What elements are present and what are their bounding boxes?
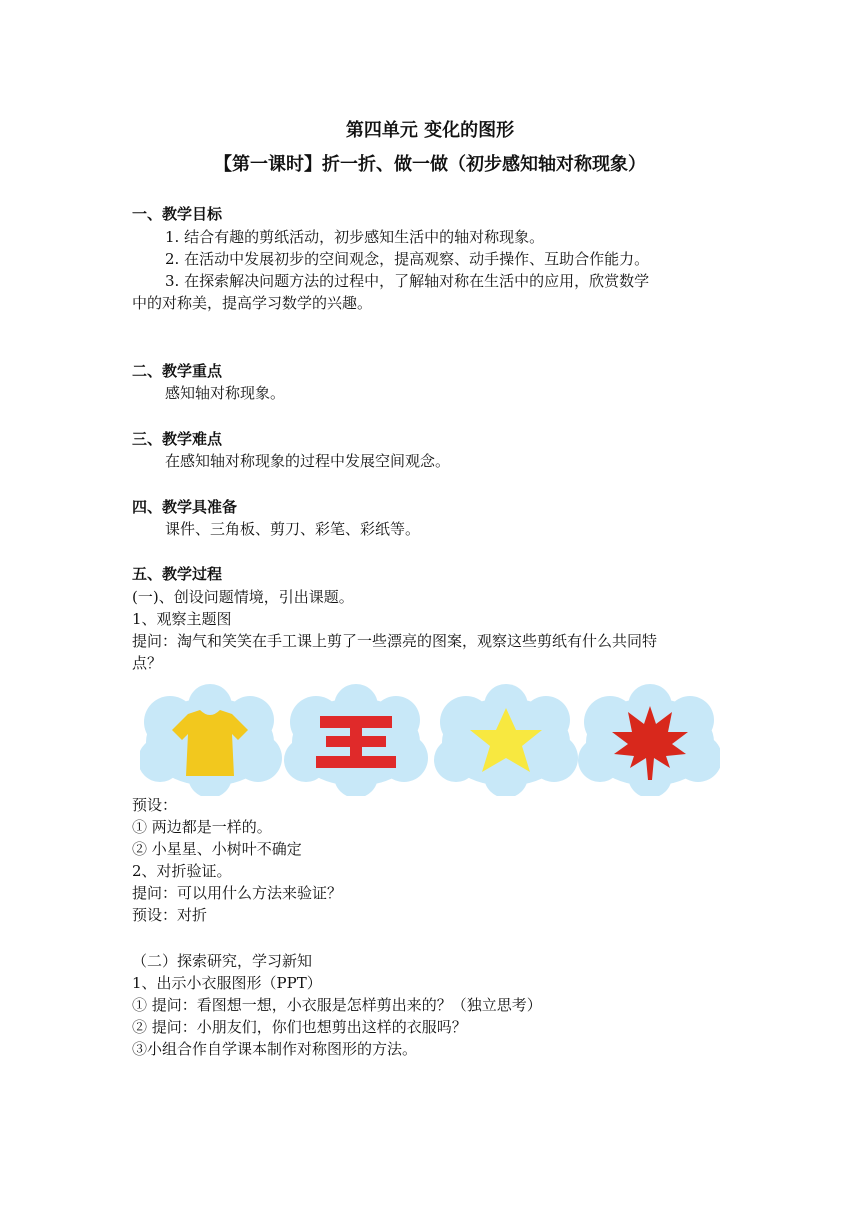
process-line: 提问：可以用什么方法来验证？ <box>132 884 343 902</box>
process-line: 1、出示小衣服图形（PPT） <box>132 974 322 992</box>
process-line: (一)、创设问题情境，引出课题。 <box>132 588 354 606</box>
objective-item: 1. 结合有趣的剪纸活动，初步感知生活中的轴对称现象。 <box>165 228 545 246</box>
document-title: 第四单元 变化的图形 <box>345 120 515 141</box>
process-line: ① 提问：看图想一想，小衣服是怎样剪出来的？（独立思考） <box>132 996 542 1014</box>
difficulties-text: 在感知轴对称现象的过程中发展空间观念。 <box>165 452 451 470</box>
section-heading-objectives: 一、教学目标 <box>132 205 223 223</box>
section-heading-difficulties: 三、教学难点 <box>132 430 223 448</box>
section-heading-process: 五、教学过程 <box>132 565 223 583</box>
key-points-text: 感知轴对称现象。 <box>165 384 286 402</box>
objective-item-continued: 中的对称美，提高学习数学的兴趣。 <box>132 294 373 312</box>
process-line: （二）探索研究，学习新知 <box>132 952 313 970</box>
process-line: 预设： <box>132 796 178 814</box>
paper-cut-figures <box>140 684 720 796</box>
section-heading-key-points: 二、教学重点 <box>132 362 223 380</box>
process-line: ① 两边都是一样的。 <box>132 818 272 836</box>
lesson-subtitle: 【第一课时】折一折、做一做（初步感知轴对称现象） <box>214 154 646 175</box>
process-line: 2、对折验证。 <box>132 862 232 880</box>
process-line: ③小组合作自学课本制作对称图形的方法。 <box>132 1040 418 1058</box>
objective-item: 2. 在活动中发展初步的空间观念，提高观察、动手操作、互助合作能力。 <box>165 250 650 268</box>
materials-text: 课件、三角板、剪刀、彩笔、彩纸等。 <box>165 520 421 538</box>
process-line: 1、观察主题图 <box>132 610 232 628</box>
process-line: 点？ <box>132 654 163 672</box>
process-line: 预设：对折 <box>132 906 208 924</box>
process-line: ② 小星星、小树叶不确定 <box>132 840 302 858</box>
objective-item: 3. 在探索解决问题方法的过程中，了解轴对称在生活中的应用，欣赏数学 <box>165 272 650 290</box>
process-line: ② 提问：小朋友们，你们也想剪出这样的衣服吗？ <box>132 1018 467 1036</box>
wang-character-icon <box>316 716 396 768</box>
section-heading-materials: 四、教学具准备 <box>132 498 238 516</box>
process-line: 提问：淘气和笑笑在手工课上剪了一些漂亮的图案，观察这些剪纸有什么共同特 <box>132 632 658 650</box>
